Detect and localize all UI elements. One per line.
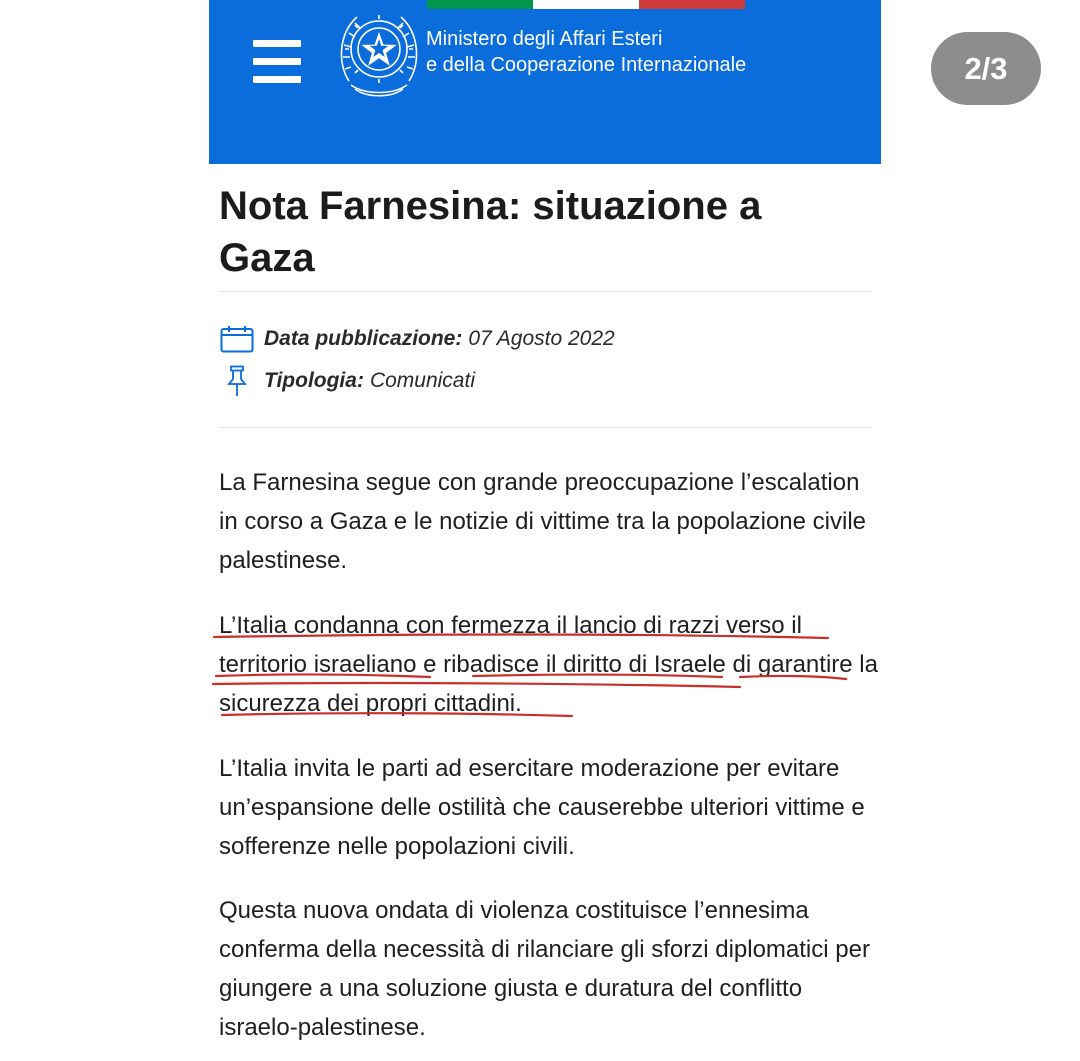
page-counter-badge: 2/3 [931, 32, 1041, 105]
type-label: Tipologia: [264, 369, 364, 392]
article-paragraph: L’Italia invita le parti ad esercitare moderazione per evitare un’espansione delle ostilità che causerebbe ulteriori vittime e sofferenze nelle popolazioni civili. [219, 755, 865, 860]
article-paragraph-highlighted: L’Italia condanna con fermezza il lancio di razzi verso il territorio israeliano e ribadisce il diritto di Israele di garantire la sicurezza dei propri cittadini. [219, 612, 878, 717]
italian-republic-emblem[interactable] [335, 3, 423, 99]
ministry-name-line1: Ministero degli Affari Esteri [426, 28, 663, 50]
ministry-name[interactable] [426, 26, 746, 78]
ministry-name-line2: e della Cooperazione Internazionale [426, 54, 747, 76]
divider [219, 291, 871, 292]
pushpin-icon [219, 365, 255, 397]
hamburger-menu-icon[interactable] [253, 40, 301, 84]
date-label: Data pubblicazione: [264, 327, 463, 350]
italian-flag-stripe [427, 0, 745, 9]
article-paragraph: Questa nuova ondata di violenza costituisce l’ennesima conferma della necessità di rilanciare gli sforzi diplomatici per giungere a una soluzione giusta e duratura del conflitto israelo-palestinese. [219, 897, 870, 1041]
calendar-icon [219, 323, 255, 355]
date-value: 07 Agosto 2022 [468, 327, 615, 350]
publication-date [219, 323, 615, 355]
divider [219, 427, 871, 428]
type-value[interactable]: Comunicati [369, 369, 475, 392]
site-header [209, 0, 881, 164]
article-paragraph: La Farnesina segue con grande preoccupazione l’escalation in corso a Gaza e le notizie di vittime tra la popolazione civile palestinese. [219, 469, 866, 574]
page-title: Nota Farnesina: situazione a Gaza [219, 184, 762, 280]
content-type [219, 365, 475, 397]
